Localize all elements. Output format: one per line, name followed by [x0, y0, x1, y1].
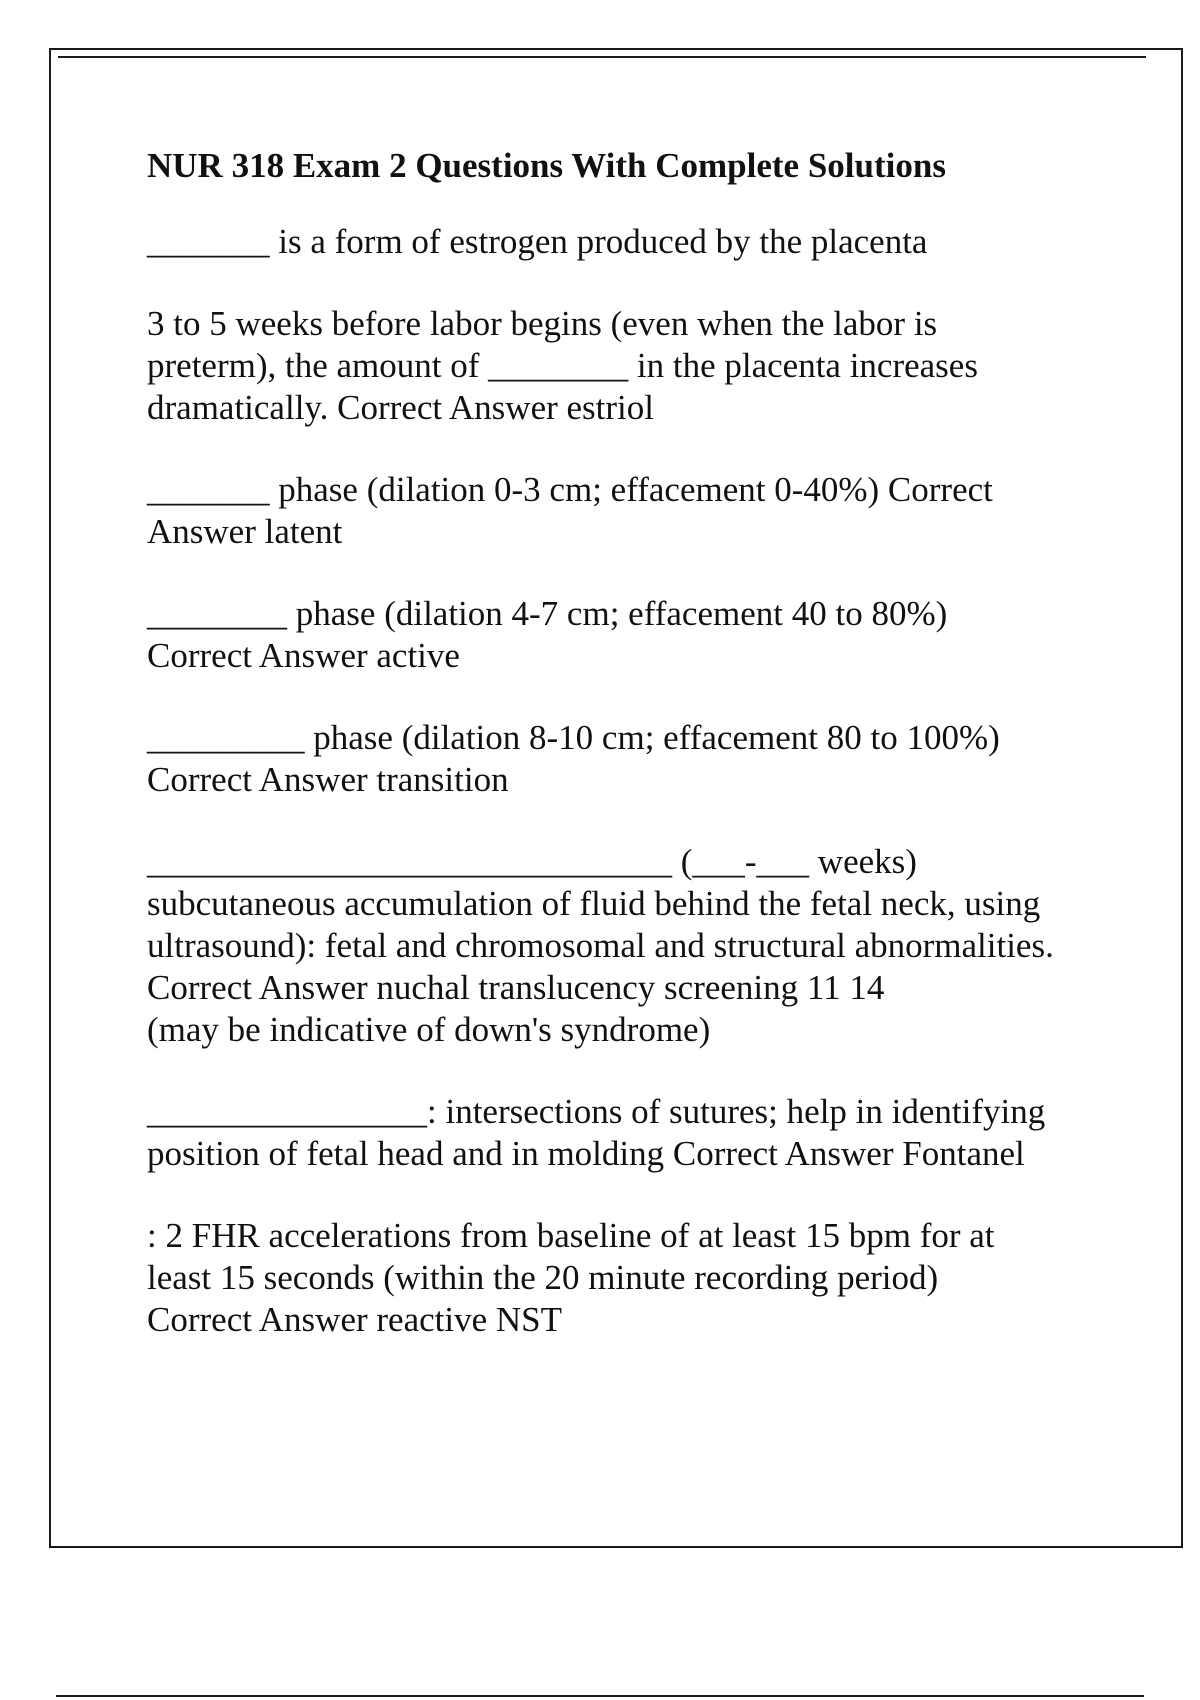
- question-estriol-placenta: 3 to 5 weeks before labor begins (even when the labor is preterm), the amount of ________ in the placenta increases dramatically. Correct Answer estriol: [147, 304, 978, 427]
- page-frame: [49, 48, 1183, 1548]
- bottom-rule: [56, 1695, 1144, 1697]
- question-latent-phase: _______ phase (dilation 0-3 cm; effacement 0-40%) Correct Answer latent: [147, 470, 993, 551]
- question-transition-phase: _________ phase (dilation 8-10 cm; effacement 80 to 100%) Correct Answer transition: [147, 718, 1000, 799]
- document-body: [147, 145, 1137, 1381]
- question-estriol-definition: _______ is a form of estrogen produced by the placenta: [147, 222, 928, 261]
- document-title: NUR 318 Exam 2 Questions With Complete Solutions: [147, 146, 946, 185]
- question-reactive-nst: : 2 FHR accelerations from baseline of at least 15 bpm for at least 15 seconds (within the 20 minute recording period) Correct Answer reactive NST: [147, 1216, 995, 1339]
- top-rule: [58, 56, 1146, 58]
- question-nuchal-translucency: ______________________________ (___-___ weeks) subcutaneous accumulation of fluid behind the fetal neck, using ultrasound): fetal and chromosomal and structural abnormalities. Correct Answer nuchal translucency screening 11 14 (may be indicative of down's syndrome): [147, 842, 1054, 1049]
- question-fontanel: ________________: intersections of sutures; help in identifying position of fetal head and in molding Correct Answer Fontanel: [147, 1092, 1046, 1173]
- question-active-phase: ________ phase (dilation 4-7 cm; effacement 40 to 80%) Correct Answer active: [147, 594, 948, 675]
